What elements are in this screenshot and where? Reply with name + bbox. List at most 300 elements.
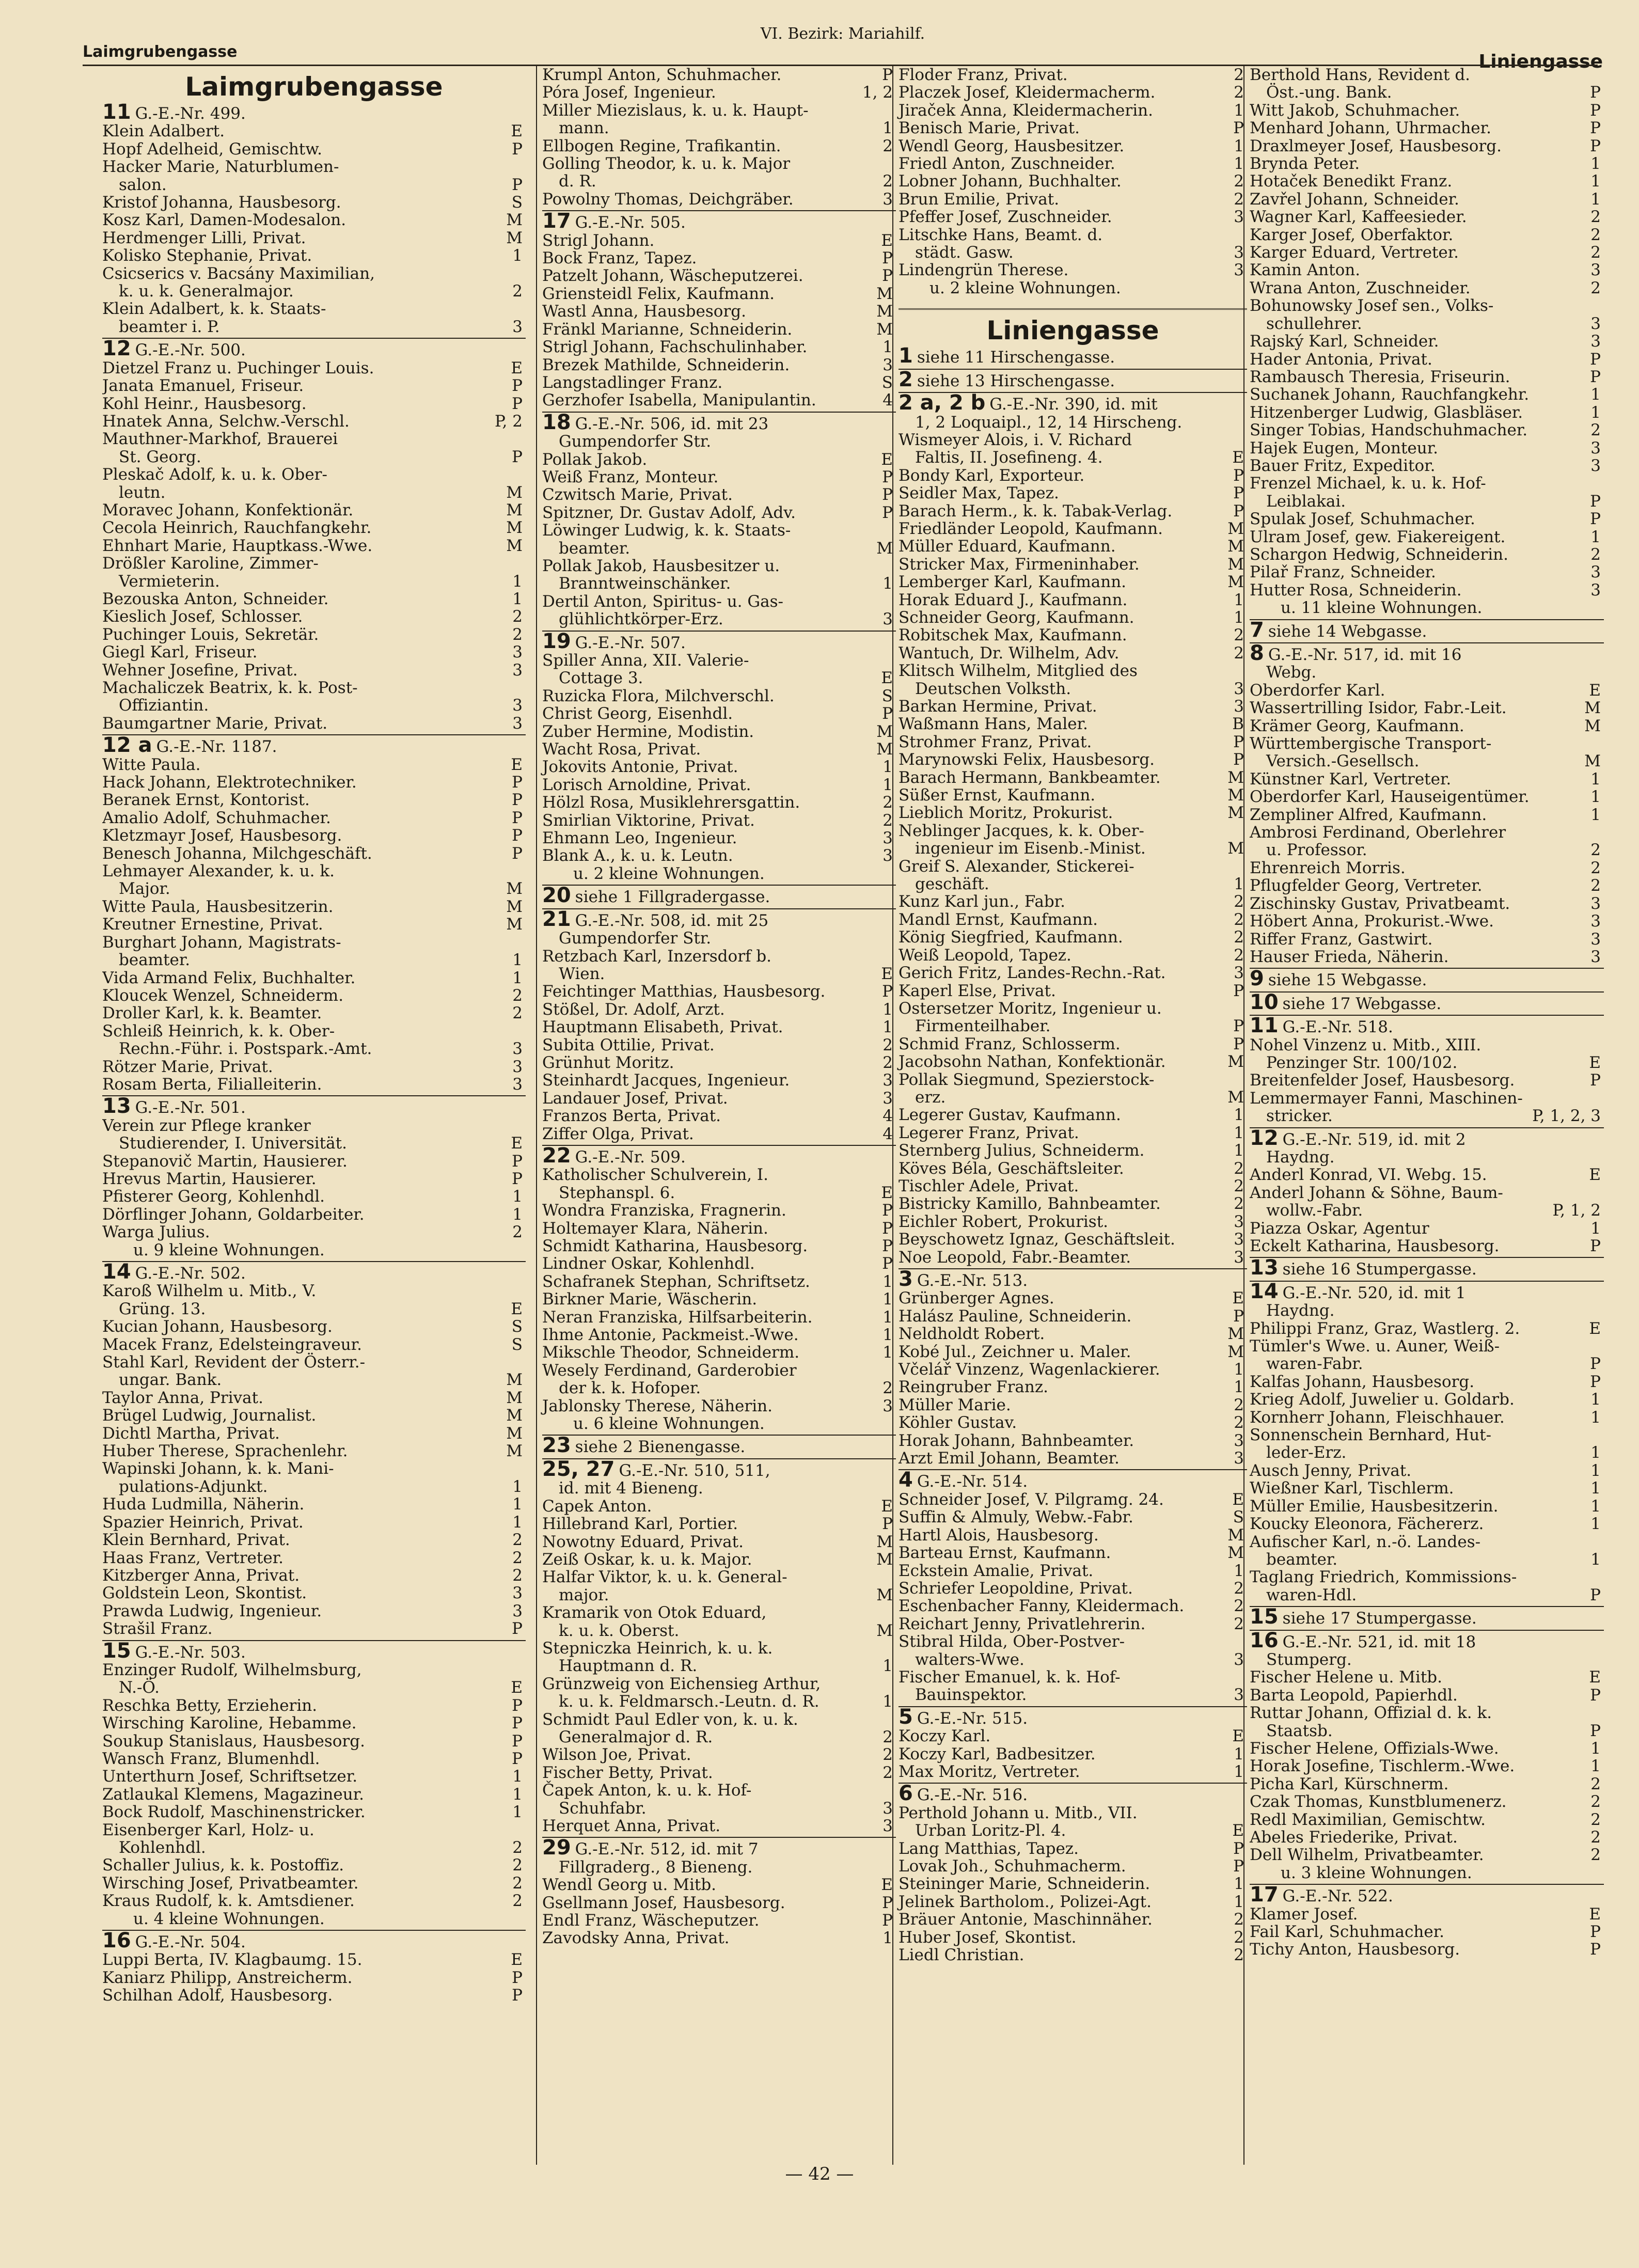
resident-entry	[899, 244, 1247, 261]
resident-text: König Siegfried, Kaufmann.	[899, 928, 1123, 947]
floor-marker: 3	[1590, 947, 1601, 966]
floor-marker: P	[882, 249, 893, 268]
resident-entry	[102, 1241, 526, 1259]
floor-marker: P	[1590, 1923, 1601, 1942]
resident-text: Huda Ludmilla, Näherin.	[102, 1495, 305, 1514]
resident-entry	[102, 501, 526, 519]
house-info: G.-E.-Nr. 506, id. mit 23	[575, 414, 769, 433]
resident-text: Kunz Karl jun., Fabr.	[899, 892, 1065, 911]
resident-entry	[1250, 752, 1604, 770]
resident-entry	[899, 502, 1247, 520]
house-info: G.-E.-Nr. 517, id. mit 16	[1268, 645, 1462, 664]
resident-text: Köves Béla, Geschäftsleiter.	[899, 1159, 1124, 1178]
resident-text: Ruzicka Flora, Milchverschl.	[542, 686, 775, 705]
resident-entry	[102, 643, 526, 661]
house-number: 17	[1250, 1883, 1279, 1907]
resident-text: Lindner Oskar, Kohlenhdl.	[542, 1254, 755, 1273]
resident-text: Müller Emilie, Hausbesitzerin.	[1250, 1497, 1499, 1516]
floor-marker: 1	[882, 1343, 893, 1362]
floor-marker: M	[506, 1424, 523, 1443]
resident-text: Hauser Frieda, Näherin.	[1250, 947, 1449, 966]
resident-entry	[899, 786, 1247, 804]
floor-marker: 3	[1590, 894, 1601, 913]
resident-entry	[1250, 1479, 1604, 1497]
floor-marker: 1	[1590, 190, 1601, 209]
resident-text: Öst.-ung. Bank.	[1266, 83, 1392, 102]
resident-text: Wien.	[559, 964, 605, 983]
resident-entry	[102, 122, 526, 140]
house-info: G.-E.-Nr. 520, id. mit 1	[1282, 1283, 1466, 1302]
floor-marker: P	[882, 1237, 893, 1255]
floor-marker: 2	[512, 625, 523, 644]
house-info: G.-E.-Nr. 501.	[135, 1098, 246, 1117]
resident-text: leutn.	[119, 483, 166, 502]
resident-entry	[102, 448, 526, 466]
floor-marker: 3	[1234, 261, 1244, 280]
floor-marker: 1	[1234, 590, 1244, 609]
resident-text: Včelář Vinzenz, Wagenlackierer.	[899, 1360, 1160, 1379]
floor-marker: 2	[512, 1548, 523, 1567]
floor-marker: M	[876, 284, 893, 303]
resident-text: id. mit 4 Bieneng.	[559, 1479, 703, 1498]
resident-text: Riffer Franz, Gastwirt.	[1250, 930, 1433, 949]
resident-text: Hacker Marie, Naturblumen-	[102, 158, 339, 177]
resident-entry	[1250, 155, 1604, 172]
floor-marker: 3	[512, 1584, 523, 1603]
resident-text: Friedländer Leopold, Kaufmann.	[899, 519, 1163, 538]
floor-marker: M	[506, 483, 523, 502]
resident-text: Jelinek Bartholom., Polizei-Agt.	[899, 1892, 1152, 1911]
floor-marker: 1	[1234, 1106, 1244, 1125]
resident-entry	[542, 1202, 896, 1219]
house-number-heading	[1250, 1884, 1604, 1905]
floor-marker: 2	[512, 282, 523, 301]
house-info: G.-E.-Nr. 513.	[917, 1271, 1028, 1290]
floor-marker: P, 2	[494, 412, 523, 431]
floor-marker: 3	[512, 660, 523, 680]
resident-entry	[899, 1289, 1247, 1307]
resident-entry	[899, 172, 1247, 190]
resident-text: Placzek Josef, Kleidermacherm.	[899, 83, 1156, 102]
floor-marker: 3	[1234, 697, 1244, 716]
resident-entry	[899, 1142, 1247, 1159]
resident-text: Powolny Thomas, Deichgräber.	[542, 190, 794, 209]
floor-marker: 2	[882, 1745, 893, 1765]
resident-text: Wapinski Johann, k. k. Mani-	[102, 1459, 334, 1478]
floor-marker: P	[512, 1749, 523, 1768]
house-number-heading	[1250, 991, 1604, 1013]
house-number-heading	[1250, 1606, 1604, 1627]
floor-marker: 3	[1234, 1248, 1244, 1267]
floor-marker: P	[882, 1201, 893, 1220]
resident-text: Witte Paula.	[102, 755, 201, 774]
floor-marker: P	[1590, 492, 1601, 511]
floor-marker: 2	[512, 1566, 523, 1585]
floor-marker: 1	[882, 1929, 893, 1948]
house-info: G.-E.-Nr. 516.	[917, 1786, 1028, 1805]
resident-text: Weiß Leopold, Tapez.	[899, 946, 1071, 965]
resident-entry	[1250, 806, 1604, 824]
house-info: G.-E.-Nr. 508, id. mit 25	[575, 911, 769, 930]
resident-entry	[899, 751, 1247, 768]
floor-marker: 1	[1590, 1461, 1601, 1480]
resident-entry	[542, 191, 896, 208]
resident-text: Pollak Jakob, Hausbesitzer u.	[542, 556, 780, 575]
resident-entry	[1250, 510, 1604, 528]
resident-text: Seidler Max, Tapez.	[899, 484, 1059, 503]
floor-marker: 1	[512, 1785, 523, 1804]
resident-text: Wagner Karl, Kaffeesieder.	[1250, 208, 1467, 227]
resident-entry	[899, 1633, 1247, 1650]
resident-text: mann.	[559, 119, 609, 138]
floor-marker: P	[512, 376, 523, 396]
resident-text: Karoß Wilhelm u. Mitb., V.	[102, 1282, 317, 1301]
resident-entry	[1250, 333, 1604, 350]
floor-marker: 2	[512, 1004, 523, 1023]
resident-text: Cottage 3.	[559, 669, 643, 688]
resident-entry	[899, 1727, 1247, 1745]
floor-marker: E	[1589, 681, 1601, 700]
floor-marker: P	[882, 1893, 893, 1912]
resident-entry	[542, 155, 896, 172]
resident-text: Württembergische Transport-	[1250, 734, 1492, 753]
resident-text: Barach Herm., k. k. Tabak-Verlag.	[899, 501, 1173, 521]
floor-marker: 1	[882, 1692, 893, 1711]
floor-marker: 2	[1234, 1597, 1244, 1616]
resident-text: Nohel Vinzenz u. Mitb., XIII.	[1250, 1035, 1482, 1054]
resident-entry	[102, 211, 526, 229]
floor-marker: M	[506, 879, 523, 899]
resident-entry	[899, 66, 1247, 84]
resident-text: Hnatek Anna, Selchw.-Verschl.	[102, 412, 350, 431]
resident-entry	[1250, 895, 1604, 912]
resident-entry	[542, 285, 896, 303]
resident-text: Kobé Jul., Zeichner u. Maler.	[899, 1342, 1131, 1361]
resident-entry	[102, 809, 526, 827]
resident-entry	[1250, 279, 1604, 297]
floor-marker: 1	[1590, 403, 1601, 422]
floor-marker: 1	[1590, 788, 1601, 807]
resident-text: erz.	[915, 1088, 946, 1107]
resident-text: Tischler Adele, Privat.	[899, 1176, 1079, 1195]
running-head-center: VI. Bezirk: Mariahilf.	[760, 25, 925, 43]
resident-entry	[102, 1875, 526, 1892]
resident-text: Steinhardt Jacques, Ingenieur.	[542, 1071, 790, 1090]
floor-marker: B	[1232, 715, 1244, 734]
resident-entry	[1250, 1722, 1604, 1740]
floor-marker: P	[512, 1714, 523, 1733]
resident-text: Hotaček Benedikt Franz.	[1250, 172, 1453, 191]
resident-entry	[1250, 475, 1604, 492]
resident-text: Fischer Betty, Privat.	[542, 1763, 713, 1782]
floor-marker: P	[512, 773, 523, 792]
resident-text: Landauer Josef, Privat.	[542, 1089, 728, 1108]
resident-text: Wehner Josefine, Privat.	[102, 660, 298, 680]
floor-marker: P	[512, 394, 523, 413]
floor-marker: 1	[1590, 154, 1601, 174]
resident-entry	[1250, 351, 1604, 368]
floor-marker: M	[1227, 1325, 1244, 1344]
resident-entry	[899, 893, 1247, 910]
resident-text: wollw.-Fabr.	[1266, 1201, 1363, 1220]
resident-entry	[542, 1379, 896, 1397]
floor-marker: P	[512, 1619, 523, 1639]
resident-text: k. u. k. Feldmarsch.-Leutn. d. R.	[559, 1692, 820, 1711]
resident-text: walters-Wwe.	[915, 1650, 1025, 1669]
resident-entry	[102, 377, 526, 395]
resident-entry	[899, 1361, 1247, 1378]
resident-entry	[899, 1580, 1247, 1597]
resident-entry	[102, 1892, 526, 1910]
resident-text: Schmid Franz, Schlosserm.	[899, 1034, 1121, 1053]
floor-marker: 1	[512, 246, 523, 265]
floor-marker: 2	[1590, 1774, 1601, 1793]
resident-text: Gerich Fritz, Landes-Rechn.-Rat.	[899, 964, 1166, 983]
floor-marker: S	[511, 1317, 523, 1336]
resident-entry	[102, 880, 526, 897]
resident-text: Reichart Jenny, Privatlehrerin.	[899, 1614, 1146, 1633]
floor-marker: 3	[882, 190, 893, 209]
resident-text: Patzelt Johann, Wäscheputzerei.	[542, 266, 803, 286]
resident-text: Kohlenhdl.	[119, 1838, 206, 1857]
resident-text: Draxlmeyer Josef, Hausbesorg.	[1250, 136, 1502, 155]
resident-text: Breitenfelder Josef, Hausbesorg.	[1250, 1071, 1515, 1090]
floor-marker: M	[506, 500, 523, 519]
floor-marker: M	[1227, 555, 1244, 574]
resident-entry	[1250, 1533, 1604, 1551]
resident-text: Halfar Viktor, k. u. k. General-	[542, 1568, 787, 1587]
resident-text: Wilson Joe, Privat.	[542, 1745, 691, 1765]
house-info: G.-E.-Nr. 505.	[575, 213, 686, 232]
floor-marker: 3	[1234, 1449, 1244, 1468]
house-info: G.-E.-Nr. 519, id. mit 2	[1282, 1130, 1466, 1149]
resident-entry	[1250, 119, 1604, 137]
resident-entry	[542, 1166, 896, 1184]
house-info: siehe 17 Webgasse.	[1282, 994, 1442, 1013]
resident-text: Koucky Eleonora, Fächererz.	[1250, 1515, 1484, 1534]
floor-marker: 2	[512, 607, 523, 626]
resident-entry	[899, 1875, 1247, 1893]
house-number: 5	[899, 1705, 913, 1729]
floor-marker: P	[882, 485, 893, 505]
resident-entry	[1250, 137, 1604, 155]
floor-marker: P	[512, 139, 523, 159]
house-info: G.-E.-Nr. 518.	[1282, 1018, 1393, 1037]
resident-entry	[102, 430, 526, 448]
floor-marker: E	[511, 755, 523, 774]
resident-entry	[899, 662, 1247, 680]
floor-marker: 2	[512, 1892, 523, 1911]
resident-text: Müller Eduard, Kaufmann.	[899, 537, 1116, 556]
resident-entry	[899, 1414, 1247, 1431]
resident-text: Menhard Johann, Uhrmacher.	[1250, 119, 1491, 138]
resident-entry	[899, 964, 1247, 982]
floor-marker: 2	[1234, 172, 1244, 191]
floor-marker: 2	[512, 1838, 523, 1857]
house-number-heading	[102, 733, 526, 758]
floor-marker: P	[1590, 367, 1601, 386]
resident-text: Pfeffer Josef, Zuschneider.	[899, 208, 1112, 227]
resident-text: u. 9 kleine Wohnungen.	[133, 1240, 325, 1259]
resident-entry	[1250, 66, 1604, 84]
house-number: 2 a, 2 b	[899, 391, 986, 415]
floor-marker: 3	[1234, 1230, 1244, 1249]
resident-entry	[542, 1107, 896, 1125]
floor-marker: 1	[882, 1290, 893, 1309]
resident-text: u. 2 kleine Wohnungen.	[573, 864, 765, 883]
resident-entry	[1250, 1355, 1604, 1373]
resident-text: Capek Anton.	[542, 1497, 652, 1516]
floor-marker: P	[512, 826, 523, 845]
floor-marker: 2	[882, 1763, 893, 1782]
resident-entry	[899, 556, 1247, 573]
floor-marker: E	[881, 1183, 893, 1202]
resident-text: Witt Jakob, Schuhmacher.	[1250, 101, 1460, 120]
resident-text: Bondy Karl, Exporteur.	[899, 466, 1085, 485]
resident-text: Beranek Ernst, Kontorist.	[102, 791, 310, 810]
resident-text: stricker.	[1266, 1107, 1333, 1126]
house-info: G.-E.-Nr. 500.	[135, 341, 246, 360]
resident-entry	[899, 520, 1247, 538]
floor-marker: 2	[1590, 1792, 1601, 1812]
resident-text: Macek Franz, Edelsteingraveur.	[102, 1335, 362, 1354]
floor-marker: 3	[882, 1799, 893, 1818]
resident-text: städt. Gasw.	[915, 243, 1014, 262]
resident-entry	[542, 687, 896, 705]
resident-entry	[1250, 664, 1604, 681]
floor-marker: M	[1227, 786, 1244, 805]
house-info: G.-E.-Nr. 504.	[135, 1933, 246, 1952]
resident-entry	[102, 662, 526, 679]
resident-text: Taylor Anna, Privat.	[102, 1388, 263, 1407]
resident-entry	[542, 1551, 896, 1568]
resident-text: Sternberg Julius, Schneiderm.	[899, 1141, 1145, 1160]
floor-marker: 3	[1234, 208, 1244, 227]
resident-entry	[102, 1910, 526, 1928]
house-info: G.-E.-Nr. 510, 511,	[619, 1461, 770, 1480]
resident-entry	[899, 733, 1247, 751]
resident-entry	[1250, 1302, 1604, 1319]
resident-entry	[1250, 208, 1604, 226]
resident-text: Stibral Hilda, Ober-Postver-	[899, 1632, 1125, 1651]
house-number: 8	[1250, 641, 1264, 665]
floor-marker: 2	[1234, 66, 1244, 84]
resident-entry	[1250, 1148, 1604, 1166]
resident-text: Reingruber Franz.	[899, 1378, 1049, 1397]
resident-text: Benesch Johanna, Milchgeschäft.	[102, 844, 372, 863]
resident-entry	[899, 858, 1247, 875]
resident-text: Urban Loritz-Pl. 4.	[915, 1821, 1066, 1840]
resident-entry	[899, 208, 1247, 226]
resident-text: Burghart Johann, Magistrats-	[102, 933, 341, 952]
resident-entry	[102, 934, 526, 951]
resident-text: Eisenberger Karl, Holz- u.	[102, 1820, 314, 1839]
resident-entry	[542, 1800, 896, 1817]
resident-entry	[542, 1533, 896, 1551]
resident-text: Penzinger Str. 100/102.	[1266, 1053, 1458, 1072]
floor-marker: M	[1584, 699, 1601, 718]
floor-marker: M	[506, 1371, 523, 1390]
resident-text: Leiblakai.	[1266, 492, 1346, 511]
floor-marker: 3	[882, 610, 893, 629]
resident-entry	[899, 1308, 1247, 1325]
resident-text: Spulak Josef, Schuhmacher.	[1250, 510, 1475, 529]
floor-marker: P	[512, 1696, 523, 1715]
resident-entry	[542, 102, 896, 119]
resident-entry	[1250, 315, 1604, 333]
floor-marker: P	[882, 704, 893, 723]
floor-marker: P	[1590, 83, 1601, 102]
resident-entry	[1250, 912, 1604, 930]
resident-text: Hölzl Rosa, Musiklehrersgattin.	[542, 793, 800, 812]
floor-marker: 1	[1590, 385, 1601, 404]
resident-text: Lehmayer Alexander, k. u. k.	[102, 862, 335, 881]
floor-marker: E	[1232, 1821, 1244, 1840]
floor-marker: E	[1589, 1904, 1601, 1924]
house-number-heading	[1250, 1015, 1604, 1036]
resident-entry	[102, 1661, 526, 1679]
floor-marker: 1	[882, 758, 893, 777]
floor-marker: 1	[1590, 1408, 1601, 1427]
running-head-right: Liniengasse	[1478, 51, 1603, 72]
resident-entry	[542, 267, 896, 285]
resident-text: Karger Josef, Oberfaktor.	[1250, 225, 1454, 244]
house-number: 14	[1250, 1279, 1279, 1303]
resident-entry	[542, 1711, 896, 1728]
floor-marker: 1, 2	[862, 83, 893, 102]
resident-text: Lindengrün Therese.	[899, 261, 1069, 280]
resident-text: schullehrer.	[1266, 314, 1362, 333]
resident-text: Krieg Adolf, Juwelier u. Goldarb.	[1250, 1390, 1515, 1409]
resident-text: Perthold Johann u. Mitb., VII.	[899, 1803, 1138, 1822]
floor-marker: 2	[1234, 83, 1244, 102]
floor-marker: P	[882, 467, 893, 486]
resident-text: Kosz Karl, Damen-Modesalon.	[102, 211, 346, 230]
resident-entry	[899, 982, 1247, 1000]
resident-entry	[899, 84, 1247, 101]
resident-entry	[542, 1290, 896, 1308]
house-number: 16	[102, 1929, 131, 1953]
resident-entry	[1250, 226, 1604, 244]
resident-entry	[542, 1344, 896, 1361]
house-info: siehe 14 Webgasse.	[1268, 622, 1427, 641]
floor-marker: M	[1227, 1052, 1244, 1072]
floor-marker: M	[876, 1532, 893, 1551]
resident-text: Benisch Marie, Privat.	[899, 119, 1080, 138]
resident-entry	[899, 467, 1247, 484]
resident-entry	[1250, 244, 1604, 261]
resident-entry	[899, 804, 1247, 822]
floor-marker: E	[1589, 1319, 1601, 1338]
resident-entry	[542, 983, 896, 1000]
house-number-heading	[899, 392, 1247, 413]
resident-entry	[1250, 1668, 1604, 1686]
resident-text: Strigl Johann.	[542, 231, 655, 250]
resident-entry	[542, 652, 896, 669]
resident-entry	[102, 1495, 526, 1513]
resident-entry	[899, 1491, 1247, 1508]
resident-text: Lemmermayer Fanni, Maschinen-	[1250, 1089, 1523, 1108]
resident-entry	[899, 1071, 1247, 1089]
resident-text: Halász Pauline, Schneiderin.	[899, 1306, 1132, 1326]
resident-text: Katholischer Schulverein, I.	[542, 1166, 768, 1185]
resident-text: Kreutner Ernestine, Privat.	[102, 915, 323, 934]
floor-marker: P	[1233, 732, 1244, 751]
resident-entry	[1250, 1072, 1604, 1089]
resident-entry	[102, 951, 526, 969]
resident-text: Neldholdt Robert.	[899, 1325, 1045, 1344]
resident-entry	[542, 356, 896, 374]
